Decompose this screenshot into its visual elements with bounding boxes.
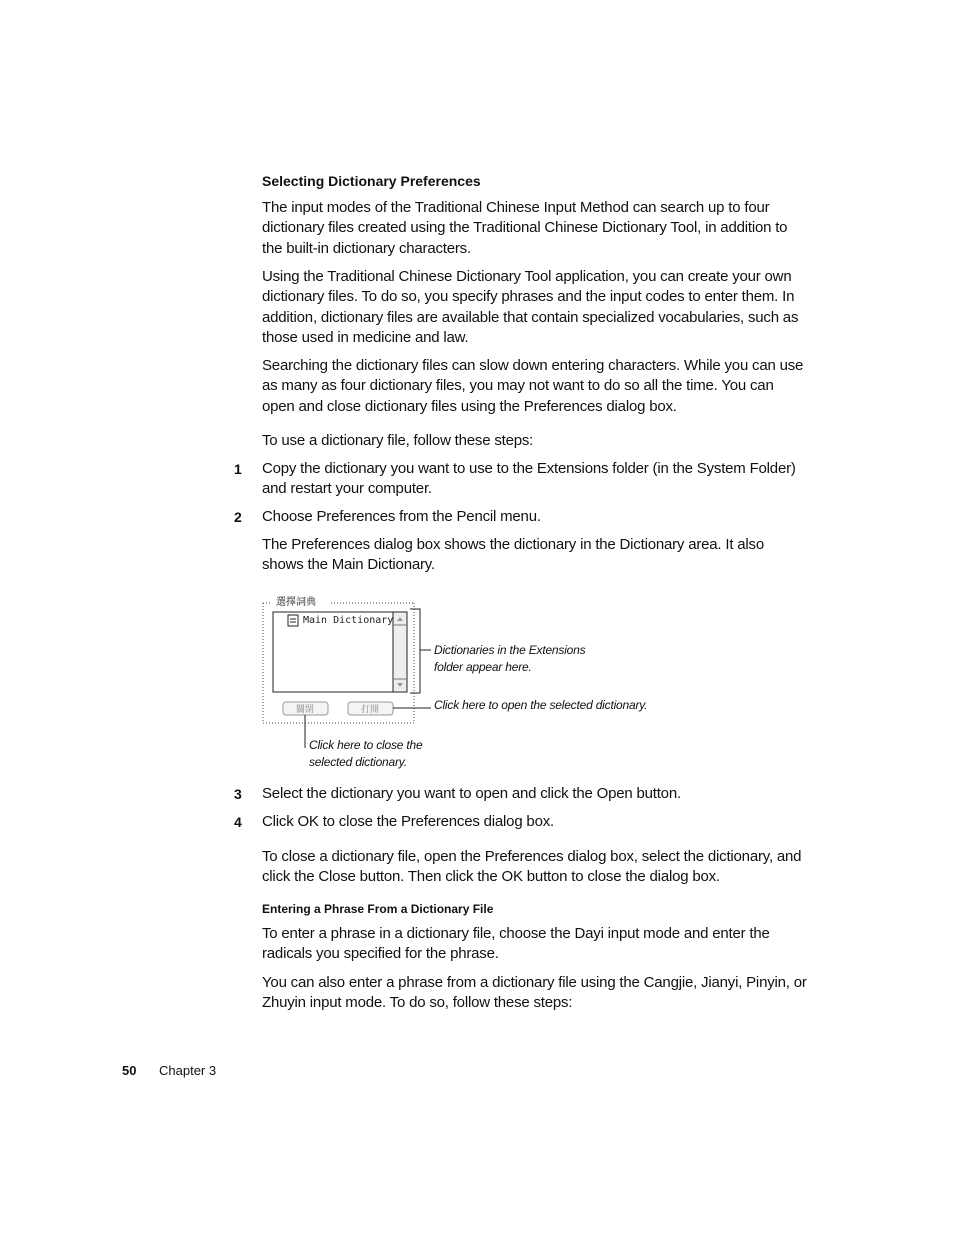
callout-close-button	[309, 737, 422, 770]
callout-list-line-2: folder appear here.	[434, 659, 532, 674]
callout-dictionaries-list	[434, 642, 585, 675]
callout-list-line-1: Dictionaries in the Extensions	[434, 643, 586, 657]
callout-close-line-2: selected dictionary.	[309, 754, 407, 769]
list-item-main-dictionary[interactable]	[288, 615, 393, 626]
dictionary-file-icon	[288, 615, 298, 626]
step-text-4: Click OK to close the Preferences dialog box.	[262, 813, 554, 830]
chapter-label: Chapter 3	[159, 1063, 217, 1078]
step-text-2: Choose Preferences from the Pencil menu.	[262, 508, 541, 525]
subsection-heading: Entering a Phrase From a Dictionary File	[262, 902, 494, 916]
step-text-3: Select the dictionary you want to open and click the Open button.	[262, 785, 681, 802]
page-number: 50	[122, 1063, 137, 1078]
callout-close-line-1: Click here to close the	[309, 738, 423, 752]
close-dictionary-paragraph: To close a dictionary file, open the Preferences dialog box, select the dictionary, and click the Close button. Then click the OK button to close the dialog box.	[262, 848, 802, 886]
close-button-label: 關閉	[296, 705, 315, 715]
step-number-4: 4	[234, 814, 242, 830]
step-number-3: 3	[234, 786, 242, 802]
open-dictionary-button[interactable]	[348, 702, 393, 715]
section-heading: Selecting Dictionary Preferences	[262, 173, 481, 189]
intro-paragraph-2: Using the Traditional Chinese Dictionary Tool application, you can create your own dictionary files. To do so, you specify phrases and the input codes to enter them. In addition, dictionary files are available that contain specialized vocabularies, such as those used in medicine and law.	[262, 268, 799, 346]
step-text-1: Copy the dictionary you want to use to the Extensions folder (in the System Folder) and restart your computer.	[262, 460, 796, 498]
step-number-1: 1	[234, 461, 242, 477]
list-scrollbar[interactable]	[393, 612, 407, 692]
intro-paragraph-3: Searching the dictionary files can slow down entering characters. While you can use as many as four dictionary files, you may not want to do so all the time. You can open and close dictionary files using the Preferences dialog box.	[262, 357, 804, 415]
entering-paragraph-1: To enter a phrase in a dictionary file, choose the Dayi input mode and enter the radicals you specified for the phrase.	[262, 925, 770, 963]
entering-paragraph-2: You can also enter a phrase from a dictionary file using the Cangjie, Jianyi, Pinyin, or Zhuyin input mode. To do so, follow these steps:	[262, 974, 807, 1012]
intro-paragraph-1: The input modes of the Traditional Chinese Input Method can search up to four dictionary files created using the Traditional Chinese Dictionary Tool, in addition to the built-in dictionary characters.	[262, 199, 788, 257]
open-button-label: 打開	[361, 705, 380, 715]
step-number-2: 2	[234, 509, 242, 525]
dictionary-group-title: 選擇詞典	[276, 597, 316, 608]
close-dictionary-button[interactable]	[283, 702, 328, 715]
step-2-note: The Preferences dialog box shows the dictionary in the Dictionary area. It also shows the Main Dictionary.	[262, 536, 764, 574]
list-item-label: Main Dictionary	[303, 615, 394, 626]
steps-intro: To use a dictionary file, follow these steps:	[262, 432, 534, 449]
callout-open-button: Click here to open the selected dictionary.	[434, 698, 648, 712]
